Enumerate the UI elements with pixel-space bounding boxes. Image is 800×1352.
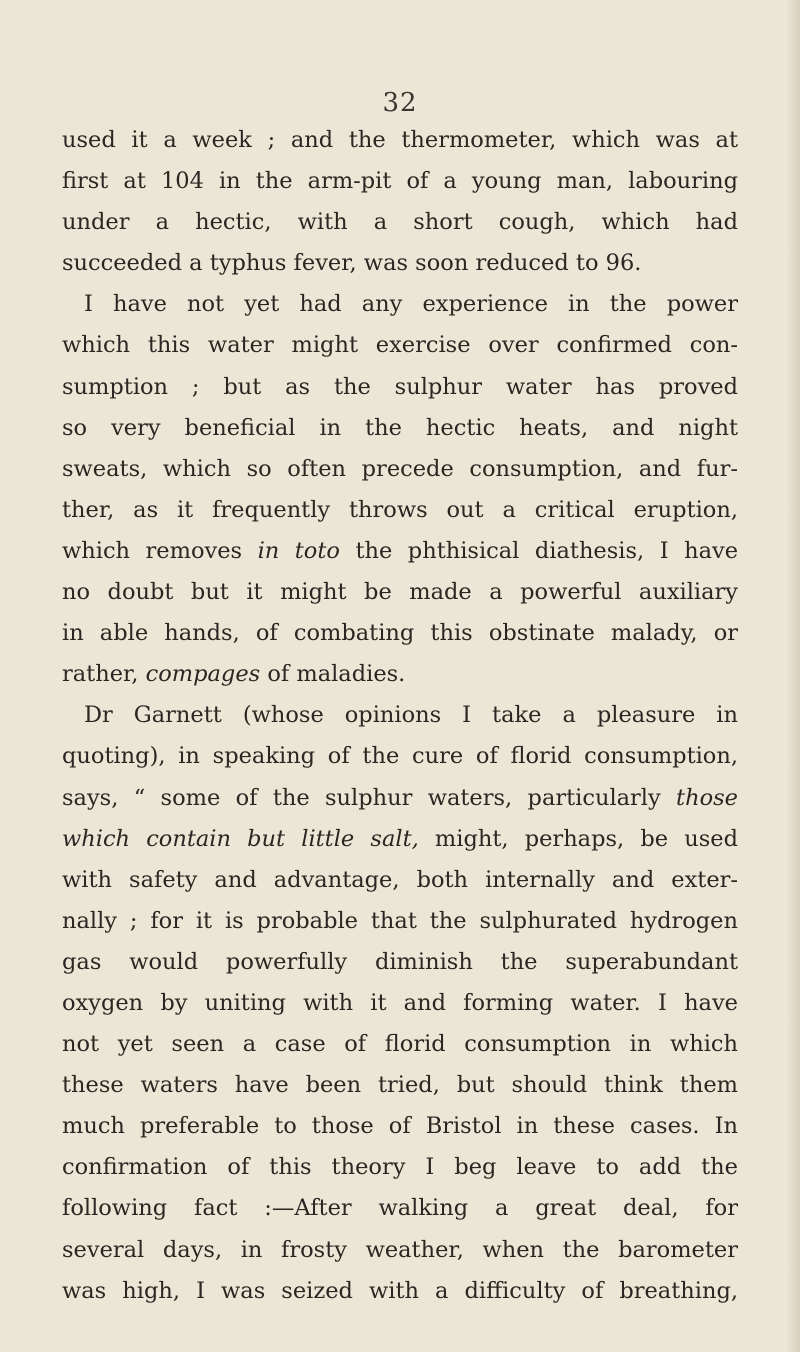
text-line: first at 104 in the arm-pit of a young man, labouring bbox=[62, 168, 738, 195]
text-line: so very beneficial in the hectic heats, and night bbox=[62, 414, 738, 441]
italic-text: which contain but little salt, bbox=[62, 825, 419, 852]
text-line: succeeded a typhus fever, was soon reduced to 96. bbox=[62, 250, 642, 277]
text-line: several days, in frosty weather, when the barometer bbox=[62, 1236, 738, 1263]
text-line: sumption ; but as the sulphur water has proved bbox=[62, 373, 738, 400]
text-run: which removes bbox=[62, 537, 258, 564]
text-line: I have not yet had any experience in the power bbox=[84, 291, 738, 318]
text-run: might, perhaps, be used bbox=[418, 825, 739, 852]
text-run: the phthisical diathesis, I have bbox=[339, 537, 739, 564]
text-line bbox=[62, 531, 738, 572]
text-line: much preferable to those of Bristol in these cases. In bbox=[62, 1113, 738, 1140]
text-run: rather, bbox=[62, 661, 146, 688]
text-line: which this water might exercise over confirmed con- bbox=[62, 332, 738, 359]
text-line bbox=[62, 778, 738, 819]
text-line: oxygen by uniting with it and forming water. I have bbox=[62, 989, 738, 1016]
text-line: not yet seen a case of florid consumption in which bbox=[62, 1031, 738, 1058]
text-line bbox=[62, 654, 738, 695]
text-line: ther, as it frequently throws out a critical eruption, bbox=[62, 496, 738, 523]
text-line: in able hands, of combating this obstinate malady, or bbox=[62, 620, 738, 647]
text-run: says, “ some of the sulphur waters, particularly bbox=[62, 784, 677, 811]
text-line: Dr Garnett (whose opinions I take a pleasure in bbox=[84, 702, 738, 729]
text-line: following fact :—After walking a great deal, for bbox=[62, 1195, 738, 1222]
text-line bbox=[62, 819, 738, 860]
text-line: no doubt but it might be made a powerful auxiliary bbox=[62, 579, 738, 606]
text-run: of maladies. bbox=[260, 661, 406, 688]
page-edge-shadow bbox=[786, 0, 800, 1352]
page-number: 32 bbox=[382, 88, 418, 118]
text-line: nally ; for it is probable that the sulphurated hydrogen bbox=[62, 907, 738, 934]
text-line: gas would powerfully diminish the superabundant bbox=[62, 948, 738, 975]
text-line: confirmation of this theory I beg leave to add the bbox=[62, 1154, 738, 1181]
italic-text: in toto bbox=[257, 537, 340, 564]
text-line: with safety and advantage, both internally and exter- bbox=[62, 866, 738, 893]
text-line: sweats, which so often precede consumption, and fur- bbox=[62, 455, 738, 482]
text-line: quoting), in speaking of the cure of florid consumption, bbox=[62, 743, 738, 770]
italic-text: those bbox=[676, 784, 738, 811]
italic-text: compages bbox=[145, 661, 261, 688]
text-line: these waters have been tried, but should think them bbox=[62, 1072, 738, 1099]
text-line: under a hectic, with a short cough, which had bbox=[62, 209, 738, 236]
text-line: was high, I was seized with a difficulty of breathing, bbox=[62, 1277, 738, 1304]
body-text bbox=[62, 120, 738, 1312]
text-line: used it a week ; and the thermometer, which was at bbox=[62, 127, 738, 153]
